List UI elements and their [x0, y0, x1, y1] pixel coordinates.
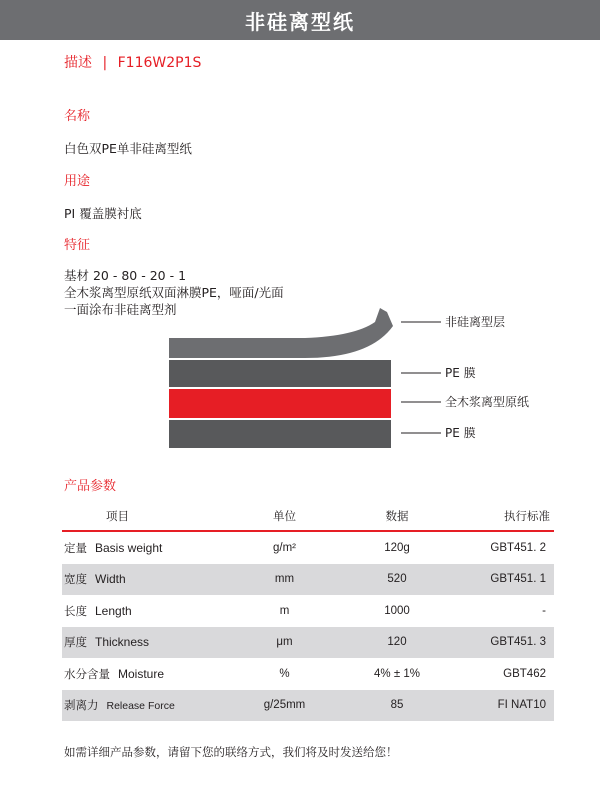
row-item-zh: 厚度 — [64, 635, 87, 650]
description-separator: | — [102, 55, 108, 71]
use-heading: 用途 — [64, 174, 91, 189]
pe-layer-bottom — [169, 420, 391, 448]
row-std: GBT462 — [503, 667, 546, 680]
release-layer — [169, 308, 393, 358]
row-std: GBT451. 1 — [490, 573, 546, 586]
table-header — [62, 502, 554, 530]
pe-layer-top — [169, 360, 391, 387]
row-unit: m — [279, 604, 290, 617]
header-data: 数据 — [385, 509, 409, 523]
row-item-zh: 定量 — [64, 540, 87, 555]
row-item-zh: 长度 — [64, 603, 87, 618]
description-label: 描述 — [64, 55, 92, 71]
page-title: 非硅离型纸 — [245, 9, 355, 34]
table-row — [62, 564, 554, 596]
params-heading: 产品参数 — [64, 479, 117, 494]
table-row — [62, 690, 554, 722]
row-data: 85 — [390, 699, 404, 712]
row-unit: % — [279, 667, 290, 680]
table-row — [62, 595, 554, 627]
table-row — [62, 627, 554, 659]
layer-label: 非硅离型层 — [445, 315, 506, 329]
row-unit: μm — [276, 636, 293, 649]
table-row — [62, 532, 554, 564]
layer-label: 全木浆离型原纸 — [445, 395, 530, 409]
row-std: GBT451. 2 — [490, 541, 546, 554]
use-text: PI 覆盖膜衬底 — [64, 206, 142, 221]
params-table — [62, 502, 554, 721]
row-item-en: Thickness — [95, 635, 150, 650]
row-item-en: Release Force — [106, 700, 175, 713]
row-unit: g/25mm — [263, 699, 306, 712]
feature-line: 基材 20 - 80 - 20 - 1 — [64, 268, 187, 283]
row-data: 1000 — [384, 604, 410, 617]
row-item-en: Moisture — [118, 666, 165, 681]
title-banner — [0, 0, 600, 40]
row-std: GBT451. 3 — [490, 636, 546, 649]
row-std: FI NAT10 — [497, 699, 546, 712]
paper-layer — [169, 389, 391, 418]
row-data: 120 — [387, 636, 407, 649]
layer-label: PE 膜 — [445, 426, 476, 440]
row-std: - — [542, 604, 546, 617]
row-item-zh: 剥离力 — [64, 698, 99, 713]
row-item-zh: 宽度 — [64, 572, 87, 587]
name-heading: 名称 — [64, 109, 91, 124]
table-row — [62, 658, 554, 690]
row-item-en: Width — [95, 572, 126, 587]
header-unit: 单位 — [273, 509, 296, 523]
description-line — [64, 52, 207, 72]
row-data: 4% ± 1% — [374, 667, 420, 680]
row-item-zh: 水分含量 — [64, 666, 110, 681]
row-unit: g/m² — [273, 541, 296, 554]
feature-line: 一面涂布非硅离型剂 — [64, 302, 177, 317]
layer-label: PE 膜 — [445, 366, 476, 380]
header-std: 执行标准 — [504, 509, 550, 523]
row-data: 120g — [384, 541, 410, 554]
name-text: 白色双PE单非硅离型纸 — [64, 141, 192, 156]
row-data: 520 — [387, 573, 407, 586]
features-heading: 特征 — [64, 238, 91, 253]
header-item: 项目 — [106, 509, 129, 523]
row-unit: mm — [274, 573, 295, 586]
product-code: F116W2P1S — [117, 55, 202, 71]
feature-line: 全木浆离型原纸双面淋膜PE，哑面/光面 — [64, 285, 284, 300]
layer-structure-diagram — [165, 300, 555, 450]
contact-note: 如需详细产品参数，请留下您的联络方式，我们将及时发送给您！ — [64, 745, 398, 759]
row-item-en: Length — [95, 603, 132, 618]
row-item-en: Basis weight — [95, 540, 163, 555]
